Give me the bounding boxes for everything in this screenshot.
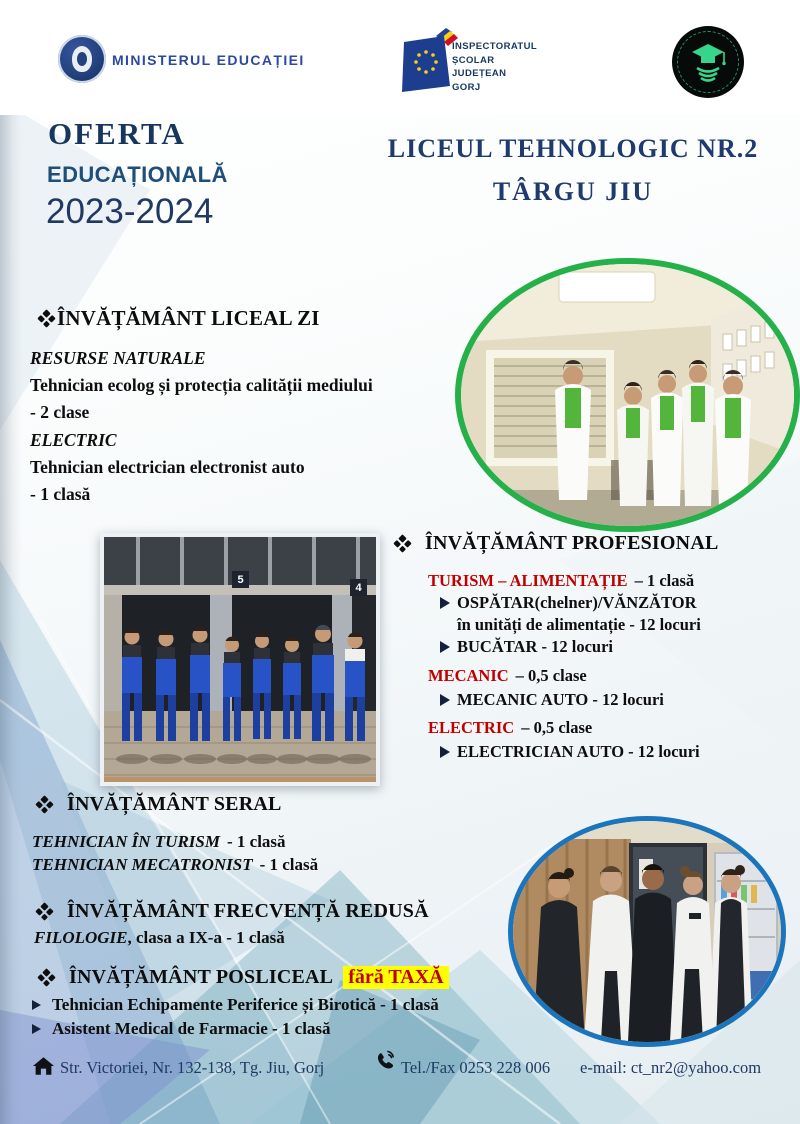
offer-subtitle: EDUCAȚIONALĂ xyxy=(47,162,228,187)
seral-item xyxy=(32,832,286,852)
arrow-bullet-icon xyxy=(440,694,450,706)
seral-item xyxy=(32,855,318,875)
diamond-bullet-icon xyxy=(37,309,55,327)
section-profesional-header xyxy=(396,532,719,555)
photo-waiter-students xyxy=(508,816,786,1047)
section-liceal-zi-header xyxy=(40,306,320,331)
page-edge-shadow xyxy=(0,0,22,1124)
trade-count: – 0,5 clase xyxy=(515,666,587,685)
diamond-bullet-icon xyxy=(35,902,53,920)
trade-entry: MECANIC AUTO - 12 locuri xyxy=(457,690,664,709)
trade-group xyxy=(428,718,592,738)
footer-phone: Tel./Fax 0253 228 006 xyxy=(401,1058,551,1077)
trade-count: – 1 clasă xyxy=(634,571,695,590)
graduation-cap-icon xyxy=(687,40,729,84)
trade-count: – 0,5 clase xyxy=(521,718,593,737)
section-title: ÎNVĂȚĂMÂNT PROFESIONAL xyxy=(425,532,719,554)
logo-bar xyxy=(0,0,800,115)
program-count: - 1 clasă xyxy=(259,855,319,874)
trade-entry: BUCĂTAR - 12 locuri xyxy=(457,637,613,656)
section-title: ÎNVĂȚĂMÂNT SERAL xyxy=(67,793,282,815)
inspectorate-line: GORJ xyxy=(452,81,481,93)
bay-number-plate: 5 xyxy=(232,571,249,588)
section-title: ÎNVĂȚĂMÂNT POSLICEAL xyxy=(69,966,334,988)
program-name: FILOLOGIE xyxy=(34,928,128,947)
inspectorate-line: INSPECTORATUL xyxy=(452,41,538,52)
school-name-line1: LICEUL TEHNOLOGIC NR.2 xyxy=(387,134,759,163)
program-count: - 2 clase xyxy=(30,402,90,422)
section-title: ÎNVĂȚĂMÂNT FRECVENȚĂ REDUSĂ xyxy=(67,900,429,922)
school-logo-icon xyxy=(672,26,744,98)
photo-lab-art xyxy=(461,264,794,526)
arrow-bullet-icon xyxy=(440,746,450,758)
trade-entry: ELECTRICIAN AUTO - 12 locuri xyxy=(457,742,700,761)
program-domain: ELECTRIC xyxy=(30,430,117,450)
inspectorate-label xyxy=(452,40,537,94)
school-name-line2: TÂRGU JIU xyxy=(492,177,654,206)
posliceal-item: Asistent Medical de Farmacie - 1 clasă xyxy=(52,1019,331,1038)
arrow-bullet-icon xyxy=(32,1024,41,1034)
section-frecventa-header xyxy=(38,900,429,923)
footer-email: e-mail: ct_nr2@yahoo.com xyxy=(580,1058,762,1077)
photo-waiters-art xyxy=(513,821,781,1042)
trade-name: TURISM – ALIMENTAȚIE xyxy=(428,571,628,590)
footer-address: Str. Victoriei, Nr. 132-138, Tg. Jiu, Gorj xyxy=(60,1058,325,1077)
ministry-logo-icon xyxy=(58,35,106,83)
program-name: TEHNICIAN ÎN TURISM xyxy=(32,832,220,851)
program-count: - 1 clasă xyxy=(30,484,91,504)
school-name xyxy=(352,134,794,207)
section-seral-header xyxy=(38,793,282,816)
offer-years: 2023-2024 xyxy=(46,192,214,231)
program-desc: Tehnician electrician electronist auto xyxy=(30,457,305,477)
program-name: TEHNICIAN MECATRONIST xyxy=(32,855,253,874)
arrow-bullet-icon xyxy=(440,641,450,653)
program-detail: , clasa a IX-a - 1 clasă xyxy=(127,928,285,947)
trade-group xyxy=(428,571,694,591)
photo-lab-students xyxy=(455,258,800,532)
diamond-bullet-icon xyxy=(393,534,411,552)
trade-entry-cont: în unități de alimentație - 12 locuri xyxy=(457,615,701,634)
house-icon xyxy=(33,1056,54,1076)
diamond-bullet-icon xyxy=(35,795,53,813)
trade-name: MECANIC xyxy=(428,666,509,685)
offer-title: OFERTA xyxy=(48,116,186,151)
phone-icon xyxy=(372,1048,398,1074)
inspectorate-line: JUDEȚEAN xyxy=(452,68,507,79)
trade-name: ELECTRIC xyxy=(428,718,515,737)
diamond-bullet-icon xyxy=(37,968,55,986)
ministry-crest-icon xyxy=(72,46,92,72)
bay-number-plate: 4 xyxy=(350,579,367,596)
no-fee-highlight: fără TAXĂ xyxy=(343,966,448,989)
posliceal-item: Tehnician Echipamente Periferice și Birotică - 1 clasă xyxy=(52,995,439,1014)
program-desc: Tehnician ecolog și protecția calității mediului xyxy=(30,375,373,395)
frecventa-item xyxy=(34,928,285,948)
program-domain: RESURSE NATURALE xyxy=(30,348,206,368)
trade-group xyxy=(428,666,587,686)
trade-entry: OSPĂTAR(chelner)/VĂNZĂTOR xyxy=(457,593,697,612)
section-posliceal-header xyxy=(40,966,449,989)
photo-workshop-students xyxy=(100,533,380,786)
program-count: - 1 clasă xyxy=(227,832,286,851)
inspectorate-logo-icon xyxy=(400,26,458,94)
arrow-bullet-icon xyxy=(32,1000,41,1010)
ministry-label: MINISTERUL EDUCAȚIEI xyxy=(112,52,305,68)
arrow-bullet-icon xyxy=(440,597,450,609)
section-title: ÎNVĂȚĂMÂNT LICEAL ZI xyxy=(57,306,320,330)
inspectorate-line: ȘCOLAR xyxy=(452,54,495,66)
